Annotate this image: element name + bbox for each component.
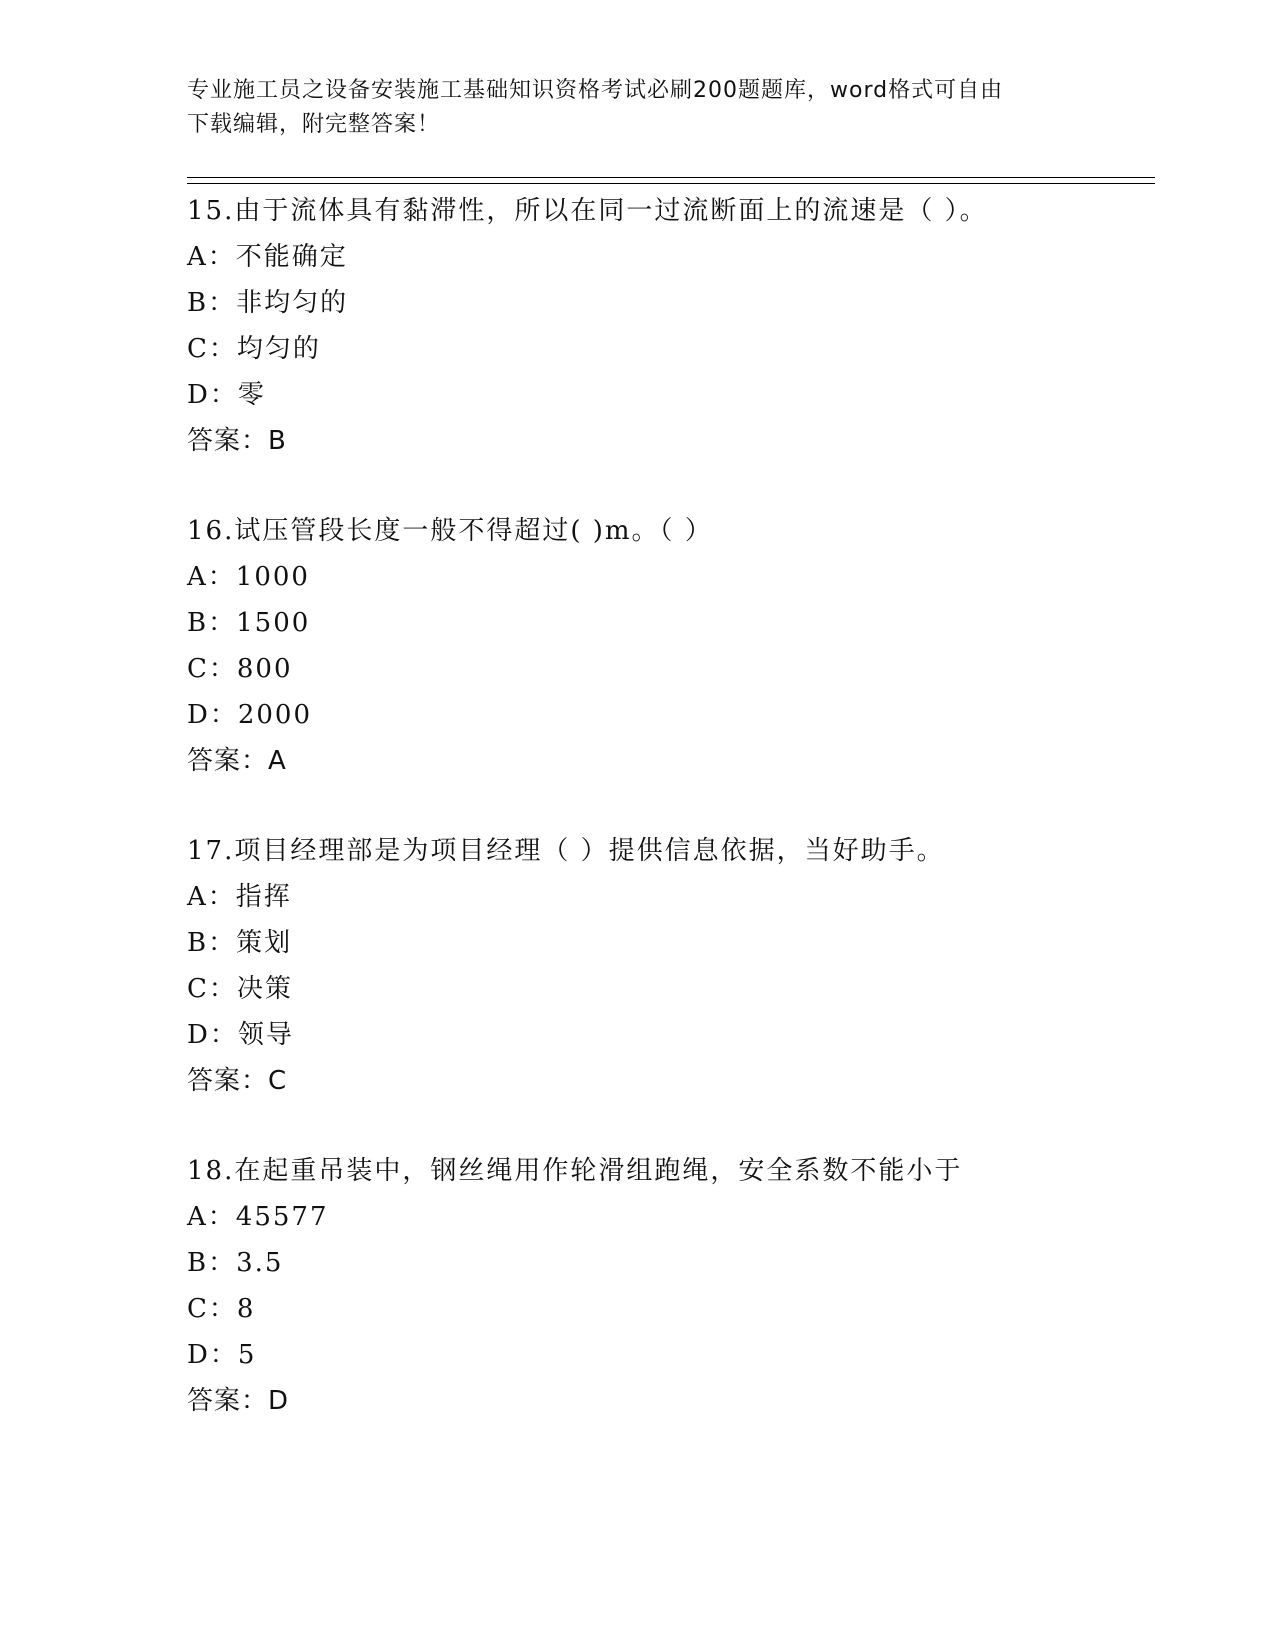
option-c: C：800 bbox=[187, 654, 293, 684]
option-d: D：2000 bbox=[187, 700, 313, 730]
option-b: B：3.5 bbox=[187, 1248, 284, 1278]
option-b: B：策划 bbox=[187, 928, 293, 958]
option-a: A：1000 bbox=[187, 562, 310, 592]
option-b: B：非均匀的 bbox=[187, 288, 349, 318]
option-b: B：1500 bbox=[187, 608, 311, 638]
option-d: D：领导 bbox=[187, 1020, 294, 1050]
answer-line: 答案：A bbox=[187, 746, 287, 776]
question-16 bbox=[187, 508, 1155, 828]
option-a: A：指挥 bbox=[187, 882, 292, 912]
answer-line: 答案：C bbox=[187, 1066, 288, 1096]
question-stem: 18.在起重吊装中，钢丝绳用作轮滑组跑绳，安全系数不能小于 bbox=[187, 1156, 963, 1186]
option-c: C：均匀的 bbox=[187, 334, 321, 364]
option-d: D：5 bbox=[187, 1340, 257, 1370]
option-a: A：不能确定 bbox=[187, 242, 348, 272]
answer-line: 答案：B bbox=[187, 426, 287, 456]
answer-line: 答案：D bbox=[187, 1386, 290, 1416]
option-d: D：零 bbox=[187, 380, 266, 410]
option-a: A：45577 bbox=[187, 1202, 329, 1232]
header-line-2: 下载编辑，附完整答案！ bbox=[187, 112, 441, 137]
question-list bbox=[187, 188, 1155, 1468]
question-17 bbox=[187, 828, 1155, 1148]
header-divider-top bbox=[187, 177, 1155, 178]
question-stem: 17.项目经理部是为项目经理（ ）提供信息依据，当好助手。 bbox=[187, 836, 945, 866]
question-15 bbox=[187, 188, 1155, 508]
option-c: C：8 bbox=[187, 1294, 256, 1324]
question-18 bbox=[187, 1148, 1155, 1468]
document-header bbox=[187, 74, 1087, 142]
header-line-1: 专业施工员之设备安装施工基础知识资格考试必刷200题题库，word格式可自由 bbox=[187, 78, 1004, 103]
header-divider-bottom bbox=[187, 183, 1155, 184]
question-stem: 15.由于流体具有黏滞性，所以在同一过流断面上的流速是（ ）。 bbox=[187, 196, 988, 226]
option-c: C：决策 bbox=[187, 974, 293, 1004]
question-stem: 16.试压管段长度一般不得超过( )m。（ ） bbox=[187, 516, 713, 546]
